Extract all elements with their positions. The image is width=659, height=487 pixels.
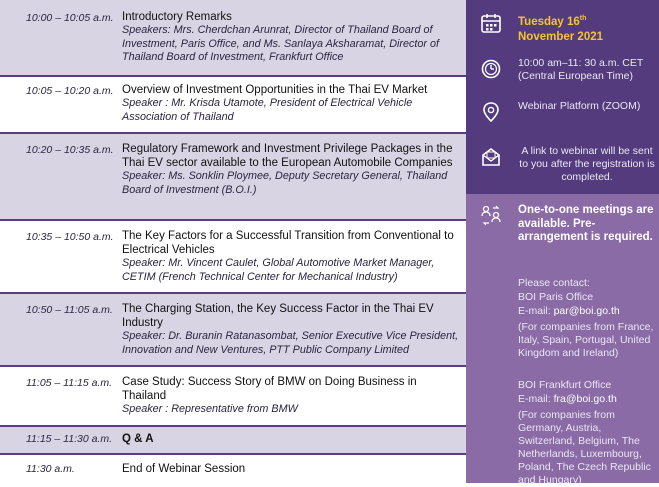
paris-office-name: BOI Paris Office	[518, 291, 594, 303]
calendar-icon	[480, 12, 502, 34]
agenda-row	[0, 221, 466, 292]
agenda-time: 10:05 – 10:20 a.m.	[26, 85, 114, 97]
agenda-content	[122, 83, 462, 124]
agenda-speaker: Speaker: Ms. Sonklin Ploymee, Deputy Secretary General, Thailand Board of Investment (B.O.I.)	[122, 170, 448, 196]
agenda-time: 11:15 – 11:30 a.m.	[26, 433, 113, 445]
agenda-row	[0, 367, 466, 425]
agenda-title: Case Study: Success Story of BMW on Doing Business in Thailand	[122, 376, 417, 402]
event-date-month-year: November 2021	[518, 30, 604, 43]
agenda-time: 10:20 – 10:35 a.m.	[26, 144, 114, 156]
people-exchange-icon	[480, 204, 502, 226]
frankfurt-office-name: BOI Frankfurt Office	[518, 379, 612, 391]
paris-email-link[interactable]: par@boi.go.th	[553, 305, 620, 317]
agenda-speaker: Speakers: Mrs. Cherdchan Arunrat, Director of Thailand Board of Investment, Paris Office, and Ms. Sanlaya Aksharamat, Director of Thailand Board of Investment, Frankfurt Office	[122, 24, 440, 63]
event-time: 10:00 am–11: 30 a.m. CET (Central European Time)	[518, 57, 644, 82]
agenda-time: 10:35 – 10:50 a.m.	[26, 231, 114, 243]
agenda-content	[122, 432, 462, 446]
agenda-time: 10:00 – 10:05 a.m.	[26, 12, 114, 24]
agenda-content	[122, 229, 462, 284]
paris-email-label: E-mail:	[518, 305, 554, 317]
agenda-title: The Charging Station, the Key Success Factor in the Thai EV Industry	[122, 303, 434, 329]
agenda-title: Q & A	[122, 433, 154, 445]
agenda-speaker: Speaker: Dr. Buranin Ratanasombat, Senior Executive Vice President, Innovation and New Ventures, PTT Public Company Limited	[122, 330, 459, 356]
agenda-time: 10:50 – 11:05 a.m.	[26, 304, 113, 316]
info-panel	[466, 0, 659, 486]
agenda-speaker: Speaker: Mr. Vincent Caulet, Global Automotive Market Manager, CETIM (French Technical Center for Mechanical Industry)	[122, 257, 435, 283]
frankfurt-email-link[interactable]: fra@boi.go.th	[553, 393, 617, 405]
agenda-content	[122, 142, 462, 197]
webinar-platform: Webinar Platform (ZOOM)	[518, 100, 641, 112]
frankfurt-coverage-note: (For companies from Germany, Austria, Switzerland, Belgium, The Netherlands, Luxembourg, Poland, The Czech Republic and Hungary)	[518, 409, 651, 486]
contact-label: Please contact:	[518, 277, 590, 289]
envelope-icon	[480, 146, 502, 168]
agenda-content	[122, 375, 462, 417]
agenda-row	[0, 77, 466, 132]
one-to-one-meetings: One-to-one meetings are available. Pre-arrangement is required.	[518, 204, 654, 243]
agenda-row	[0, 134, 466, 219]
webinar-link-note: A link to webinar will be sent to you after the registration is completed.	[519, 145, 655, 183]
agenda-title: Regulatory Framework and Investment Privilege Packages in the Thai EV sector available to the European Automobile Companies	[122, 143, 453, 169]
event-date	[518, 11, 656, 45]
agenda-row	[0, 455, 466, 483]
agenda-speaker: Speaker : Mr. Krisda Utamote, President of Electrical Vehicle Association of Thailand	[122, 97, 413, 123]
agenda-title: Introductory Remarks	[122, 11, 232, 23]
paris-coverage-note: (For companies from France, Italy, Spain, Portugal, United Kingdom and Ireland)	[518, 321, 654, 359]
agenda-row	[0, 427, 466, 453]
agenda-speaker: Speaker : Representative from BMW	[122, 403, 298, 415]
agenda-title: The Key Factors for a Successful Transition from Conventional to Electrical Vehicles	[122, 230, 454, 256]
agenda-content	[122, 462, 462, 476]
agenda-title: Overview of Investment Opportunities in the Thai EV Market	[122, 84, 428, 96]
clock-icon	[480, 58, 502, 80]
agenda-time: 11:05 – 11:15 a.m.	[26, 377, 113, 389]
frankfurt-email-label: E-mail:	[518, 393, 554, 405]
event-date-day: Tuesday 16	[518, 15, 580, 28]
agenda-title: End of Webinar Session	[122, 463, 246, 475]
agenda-content	[122, 302, 462, 357]
event-date-suffix: th	[579, 15, 587, 22]
frankfurt-email-line	[518, 393, 656, 406]
agenda-row	[0, 294, 466, 365]
agenda-content	[122, 10, 462, 65]
agenda-row	[0, 0, 466, 76]
paris-email-line	[518, 305, 656, 318]
location-pin-icon	[480, 101, 502, 123]
agenda-time: 11:30 a.m.	[26, 463, 75, 475]
